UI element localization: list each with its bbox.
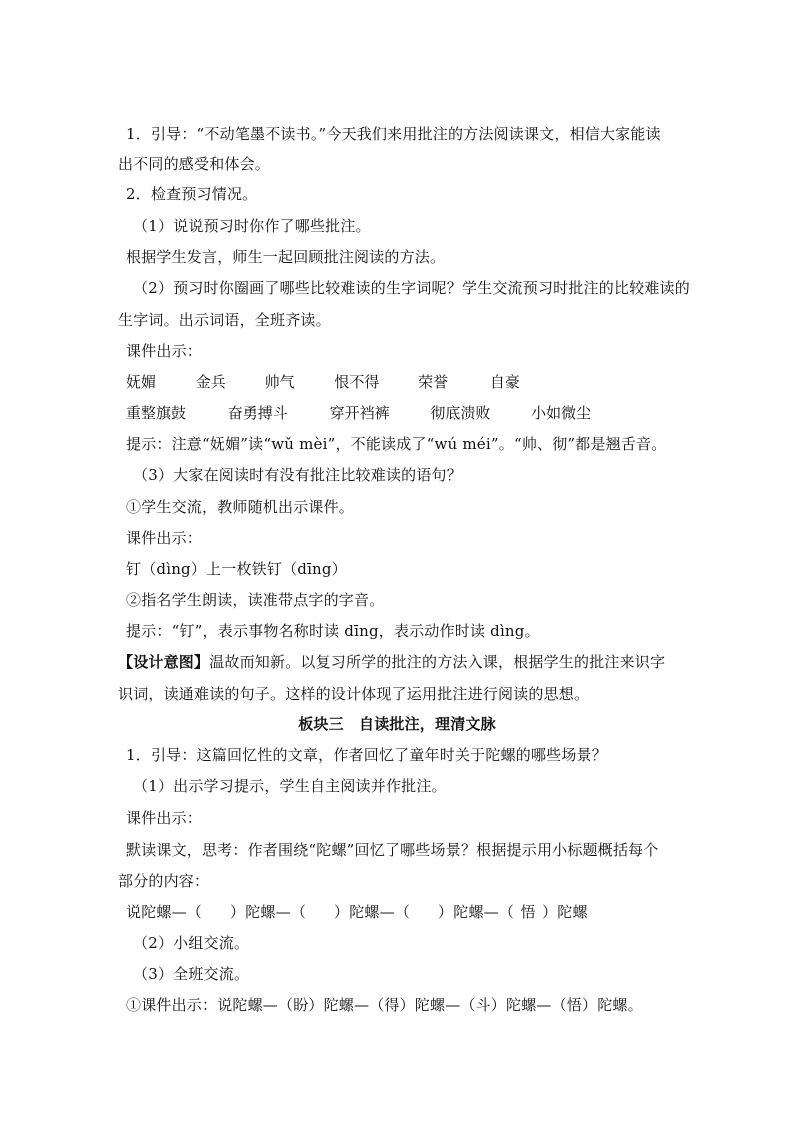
vocab-word: 穿开裆裤: [329, 404, 390, 422]
vocab-word: 荣誉: [418, 373, 449, 391]
paragraph-group-discuss: （2）小组交流。: [133, 934, 250, 952]
paragraph-student-share: ①学生交流，教师随机出示课件。: [126, 498, 355, 516]
paragraph-example-ding: 钉（dìng）上一枚铁钉（dīng）: [126, 560, 347, 578]
vocab-word: 奋勇搏斗: [227, 404, 288, 422]
paragraph-check-preview: 2．检查预习情况。: [126, 185, 258, 203]
paragraph-tip-pronunciation: 提示：注意“妩媚”读“wǔ mèi”，不能读成了“wú méi”。“帅、彻”都是翘舌音。: [126, 435, 667, 453]
paragraph-task-line2: 部分的内容：: [118, 872, 210, 890]
vocab-word: 妩媚: [126, 373, 157, 391]
fill-seg: ）陀螺—（: [334, 903, 411, 921]
paragraph-read-aloud: ②指名学生朗读，读准带点字的字音。: [126, 591, 385, 609]
paragraph-step1: （1）说说预习时你作了哪些批注。: [133, 217, 371, 235]
paragraph-step3: （3）大家在阅读时有没有批注比较难读的语句？: [133, 466, 462, 484]
fill-start: 说陀螺—（: [126, 903, 203, 921]
paragraph-courseware-answer: ①课件出示：说陀螺—（盼）陀螺—（得）陀螺—（斗）陀螺—（悟）陀螺。: [126, 996, 643, 1014]
fill-end: ）陀螺: [542, 903, 588, 921]
paragraph-design-intent-line1: [118, 652, 665, 672]
vocab-row-1: [126, 372, 520, 392]
paragraph-tip-ding: 提示：“钉”，表示事物名称时读 dīng，表示动作时读 dìng。: [126, 622, 540, 640]
vocab-word: 自豪: [489, 373, 520, 391]
fill-in-blanks-row: [126, 902, 588, 922]
paragraph-step2-line2: 生字词。出示词语，全班齐读。: [118, 311, 331, 329]
paragraph-intro-line2: 出不同的感受和体会。: [118, 155, 271, 173]
paragraph-review: 根据学生发言，师生一起回顾批注阅读的方法。: [126, 248, 446, 266]
paragraph-class-discuss: （3）全班交流。: [133, 965, 250, 983]
vocab-word: 小如微尘: [531, 404, 592, 422]
paragraph-design-intent-line2: 识词，读通难读的句子。这样的设计体现了运用批注进行阅读的思想。: [118, 685, 590, 703]
design-intent-label: 【设计意图】: [118, 653, 210, 671]
paragraph-study-prompt: （1）出示学习提示，学生自主阅读并作批注。: [133, 777, 447, 795]
paragraph-courseware-1: 课件出示：: [126, 342, 203, 360]
blank-4-filled: 悟: [520, 903, 536, 921]
fill-seg: ）陀螺—（: [230, 903, 307, 921]
vocab-word: 金兵: [195, 373, 226, 391]
fill-seg: ）陀螺—（: [438, 903, 515, 921]
paragraph-courseware-2: 课件出示：: [126, 529, 203, 547]
vocab-word: 恨不得: [334, 373, 380, 391]
design-intent-text: 温故而知新。以复习所学的批注的方法入课，根据学生的批注来识字: [209, 653, 666, 671]
paragraph-step2-line1: （2）预习时你圈画了哪些比较难读的生字词呢？学生交流预习时批注的比较难读的: [133, 279, 690, 297]
paragraph-task-line1: 默读课文，思考：作者围绕“陀螺”回忆了哪些场景？根据提示用小标题概括每个: [126, 841, 659, 859]
paragraph-guide-2: 1．引导：这篇回忆性的文章，作者回忆了童年时关于陀螺的哪些场景？: [126, 746, 607, 764]
vocab-word: 彻底溃败: [430, 404, 491, 422]
vocab-row-2: [126, 403, 591, 423]
paragraph-intro-line1: 1．引导：“不动笔墨不读书。”今天我们来用批注的方法阅读课文，相信大家能读: [126, 125, 661, 143]
vocab-word: 帅气: [264, 373, 295, 391]
section-heading: 板块三 自读批注，理清文脉: [298, 715, 496, 733]
vocab-word: 重整旗鼓: [126, 404, 187, 422]
paragraph-courseware-3: 课件出示：: [126, 809, 203, 827]
